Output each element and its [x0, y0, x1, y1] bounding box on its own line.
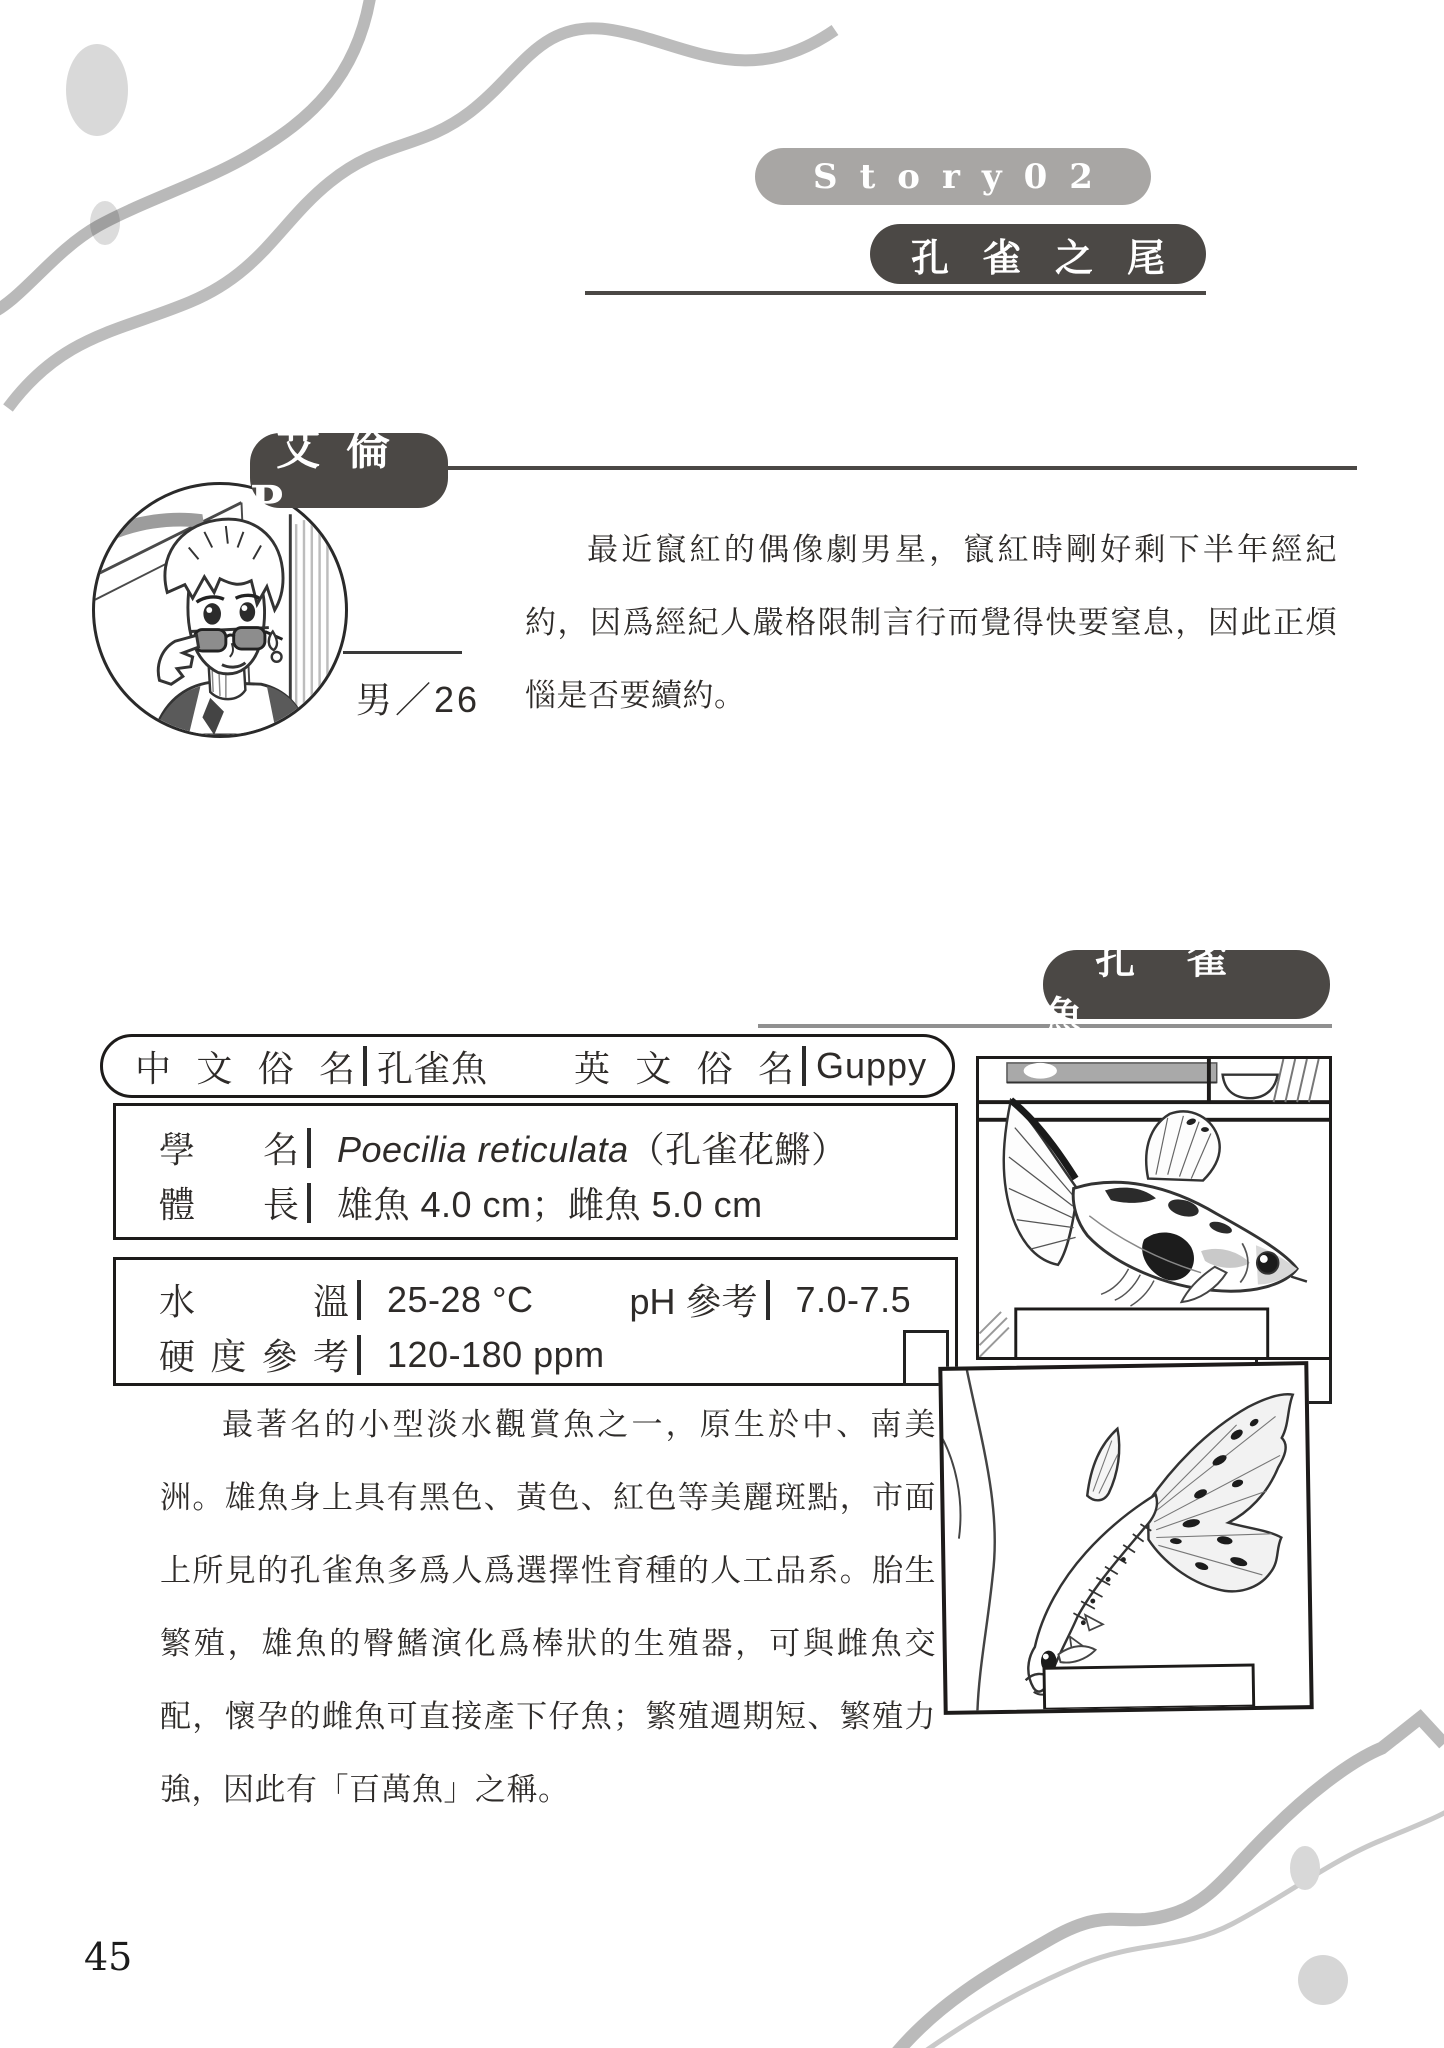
character-name-rule — [447, 466, 1357, 470]
story-number-label: Story02 — [813, 156, 1115, 197]
chapter-title-rule — [585, 291, 1206, 295]
divider-bar — [307, 1128, 311, 1168]
chapter-title-badge — [870, 224, 1206, 284]
fancy-guppy-illustration — [942, 1365, 1309, 1711]
gender-age-rule — [343, 651, 462, 654]
character-name: 艾倫P — [250, 424, 416, 528]
fish-description: 最著名的小型淡水觀賞魚之一，原生於中、南美洲。雄魚身上具有黑色、黃色、紅色等美麗斑點，市面上所見的孔雀魚多爲人爲選擇性育種的人工品系。胎生繁殖，雄魚的臀鰭演化爲棒狀的生殖器，可與雌魚交配，懷孕的雌魚可直接產下仔魚；繁殖週期短、繁殖力強，因此有「百萬魚」之稱。 — [160, 1407, 936, 1807]
divider-bar — [307, 1183, 311, 1223]
male-guppy-illustration — [979, 1059, 1329, 1357]
divider-bar — [363, 1046, 367, 1086]
ph-value: 7.0-7.5 — [795, 1278, 912, 1320]
en-common-name-value: Guppy — [816, 1045, 928, 1086]
body-length-value: 雄魚 4.0 cm；雌魚 5.0 cm — [337, 1184, 763, 1225]
story-number-badge — [755, 148, 1151, 205]
decorative-dot — [1298, 1955, 1348, 2005]
divider-bar — [357, 1335, 361, 1375]
taxonomy-box — [113, 1103, 958, 1240]
zh-common-name-value: 孔雀魚 — [377, 1047, 489, 1089]
page-number: 45 — [84, 1935, 133, 1979]
body-length-row — [159, 1175, 955, 1230]
zh-common-name-label: 中文俗名 — [135, 1047, 355, 1089]
hardness-label: 硬度參考 — [159, 1336, 349, 1377]
chapter-title: 孔雀之尾 — [910, 234, 1199, 280]
character-name-badge — [250, 424, 448, 528]
hardness-row — [159, 1327, 955, 1382]
temperature-row — [159, 1272, 955, 1327]
character-description: 最近竄紅的偶像劇男星，竄紅時剛好剩下半年經紀約，因爲經紀人嚴格限制言行而覺得快要窒息，因此正煩惱是否要續約。 — [525, 532, 1337, 713]
male-guppy-panel — [976, 1056, 1332, 1360]
common-name-box — [100, 1034, 955, 1098]
en-common-name-label: 英文俗名 — [574, 1047, 795, 1089]
hardness-value: 120-180 ppm — [387, 1333, 605, 1375]
scientific-name-note: （孔雀花鱂） — [628, 1129, 848, 1170]
body-length-label: 體長 — [159, 1184, 299, 1225]
temperature-value: 25-28 °C — [387, 1278, 534, 1320]
water-parameter-box — [113, 1257, 958, 1386]
scientific-name-value: Poecilia reticulata — [337, 1129, 629, 1170]
decorative-dot — [1290, 1846, 1320, 1890]
fancy-guppy-panel — [938, 1361, 1313, 1715]
ph-label: pH 參考 — [629, 1281, 758, 1322]
gender-age: 男／26 — [356, 679, 481, 720]
ph-group — [629, 1274, 911, 1325]
divider-bar — [766, 1280, 770, 1320]
divider-bar — [802, 1046, 806, 1086]
temperature-label: 水溫 — [159, 1281, 349, 1322]
decorative-dot — [66, 44, 128, 136]
scientific-name-label: 學名 — [159, 1129, 299, 1170]
fish-section-title: 孔雀魚 — [1043, 935, 1279, 1040]
fish-section-badge — [1043, 935, 1330, 1040]
decorative-wave-bottom-right — [880, 1700, 1444, 2048]
divider-bar — [357, 1280, 361, 1320]
scientific-name-row — [159, 1120, 955, 1175]
